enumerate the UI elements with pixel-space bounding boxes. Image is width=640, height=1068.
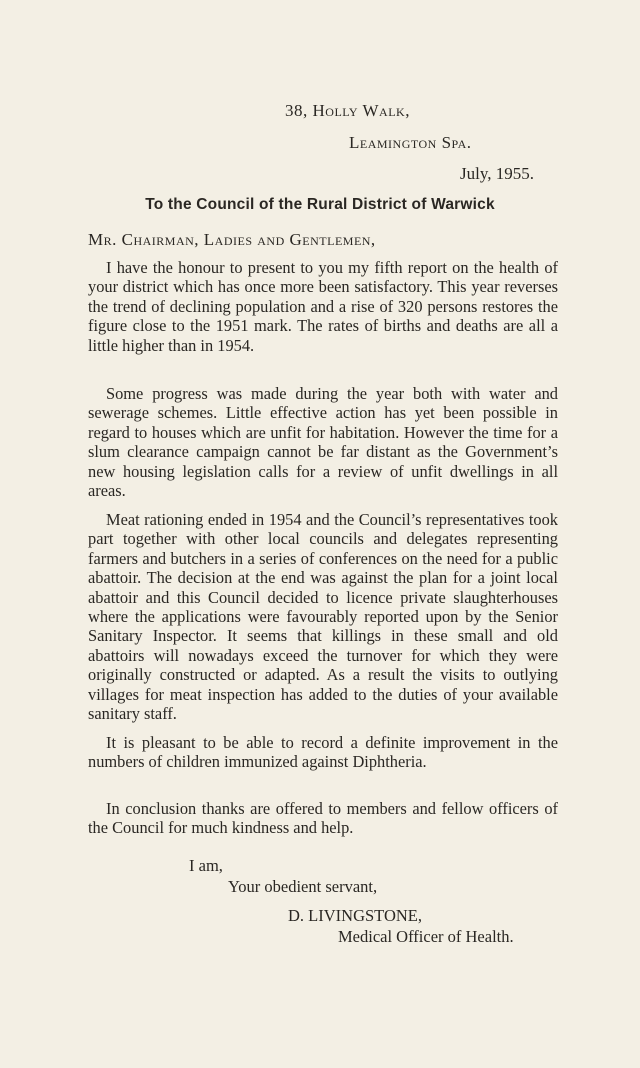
- closing-line-1: I am,: [189, 856, 223, 875]
- paragraph-4: It is pleasant to be able to record a definite improvement in the numbers of children immunized against Diphtheria.: [88, 733, 558, 772]
- letter-title: To the Council of the Rural District of Warwick: [145, 196, 495, 213]
- paragraph-5: In conclusion thanks are offered to members and fellow officers of the Council for much kindness and help.: [88, 799, 558, 838]
- paragraph-3: Meat rationing ended in 1954 and the Council’s representatives took part together with other local councils and delegates representing farmers and butchers in a series of conferences on the need for a public abattoir. The decision at the end was against the plan for a joint local abattoir and this Council decided to licence private slaughterhouses where the applications were favourably reported upon by the Senior Sanitary Inspector. It seems that killings in these small and old abattoirs will nowadays exceed the turnover for which they were originally constructed or adapted. As a result the visits to outlying villages for meat inspection has added to the duties of your available sanitary staff.: [88, 510, 558, 724]
- paragraph-2: Some progress was made during the year both with water and sewerage schemes. Little effective action has yet been possible in regard to houses which are unfit for habitation. However the time for a slum clearance campaign cannot be far distant as the Government’s new housing legislation calls for a review of unfit dwellings in all areas.: [88, 384, 558, 501]
- letter-date: July, 1955.: [460, 164, 534, 183]
- closing-line-2: Your obedient servant,: [228, 877, 378, 896]
- salutation: Mr. Chairman, Ladies and Gentlemen,: [88, 230, 376, 249]
- address-line-1: 38, Holly Walk,: [285, 101, 410, 120]
- paragraph-1: I have the honour to present to you my fifth report on the health of your district which has once more been satisfactory. This year reverses the trend of declining population and a rise of 320 persons restores the figure close to the 1951 mark. The rates of births and deaths are all a little higher than in 1954.: [88, 258, 558, 355]
- signatory-name: D. LIVINGSTONE,: [288, 906, 422, 925]
- address-line-2: Leamington Spa.: [349, 133, 472, 152]
- signatory-title: Medical Officer of Health.: [338, 927, 514, 946]
